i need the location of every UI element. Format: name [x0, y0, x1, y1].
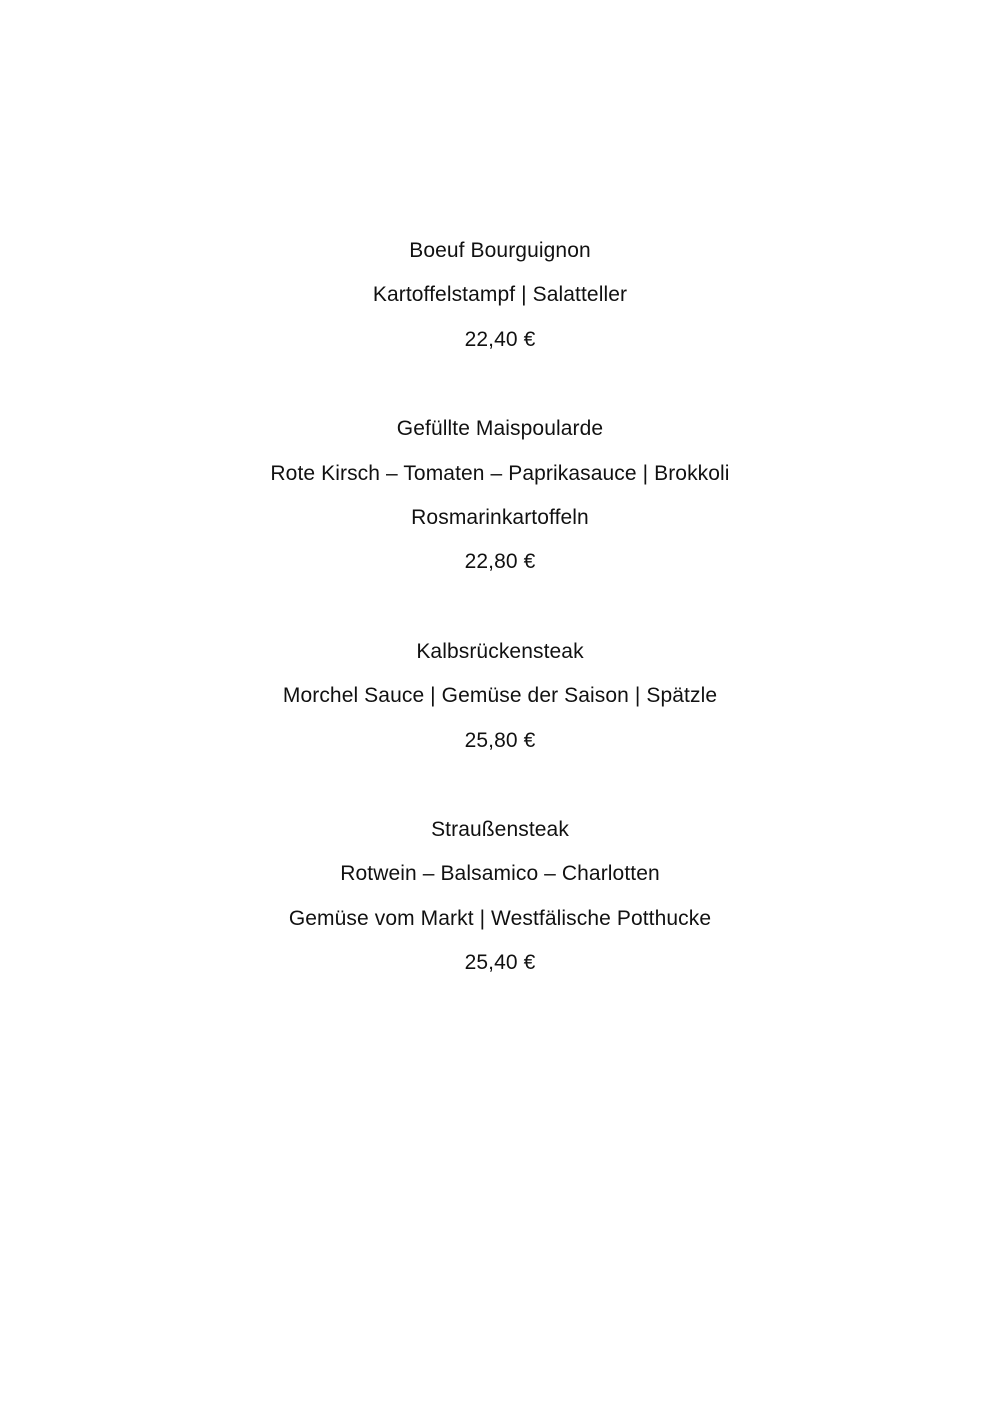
dish-gefuellte-maispoularde	[0, 407, 1000, 585]
dish-name: Gefüllte Maispoularde	[396, 417, 604, 441]
dish-name: Straußensteak	[431, 817, 569, 841]
dish-description: Gemüse vom Markt | Westfälische Potthucke	[288, 906, 712, 930]
menu-list	[0, 229, 1000, 1030]
dish-description: Rotwein – Balsamico – Charlotten	[340, 862, 660, 886]
dish-price: 25,80 €	[464, 728, 536, 752]
dish-description: Kartoffelstampf | Salatteller	[372, 283, 628, 307]
dish-price: 25,40 €	[464, 951, 536, 975]
dish-description: Rote Kirsch – Tomaten – Paprikasauce | Brokkoli	[270, 461, 730, 485]
dish-price: 22,80 €	[464, 550, 536, 574]
dish-name: Boeuf Bourguignon	[409, 239, 591, 262]
dish-description: Morchel Sauce | Gemüse der Saison | Spätzle	[282, 684, 718, 708]
dish-boeuf-bourguignon	[0, 229, 1000, 362]
dish-kalbsrueckensteak	[0, 630, 1000, 763]
dish-straussensteak	[0, 808, 1000, 986]
dish-name: Kalbsrückensteak	[416, 639, 584, 663]
dish-description: Rosmarinkartoffeln	[411, 505, 589, 529]
dish-price: 22,40 €	[464, 327, 536, 351]
